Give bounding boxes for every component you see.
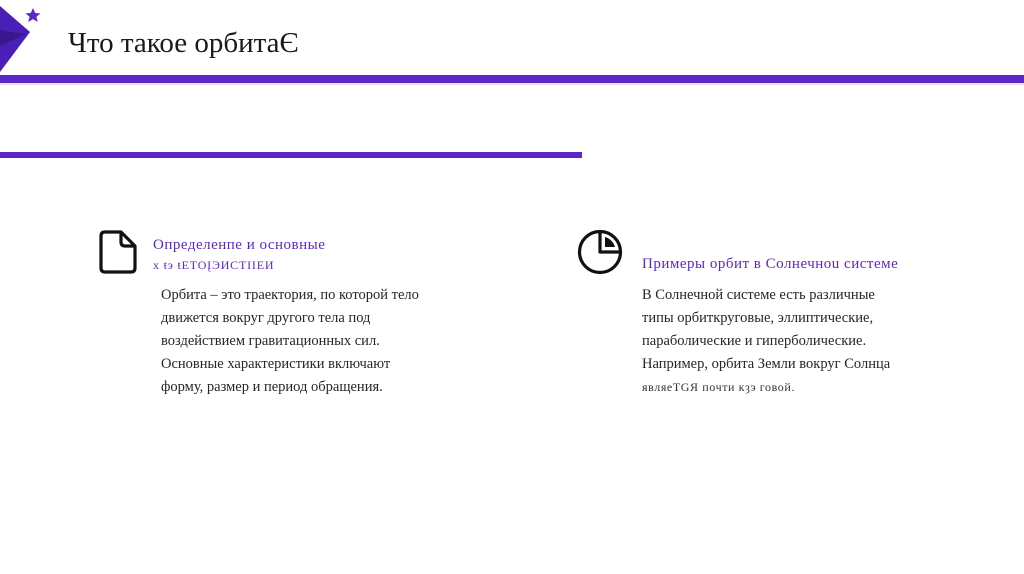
examples-text-line: типы орбиткруговые, эллиптические, xyxy=(642,310,874,326)
definition-text-line: воздействием гравитационных сил. xyxy=(161,333,380,349)
definition-text xyxy=(161,284,461,399)
definition-text-line: Основные характеристики включают xyxy=(161,356,391,372)
examples-text-line: Например, орбита Земли вокруг Солнца xyxy=(642,356,891,372)
examples-text-line: параболические и гиперболические. xyxy=(642,333,867,349)
document-icon xyxy=(98,229,140,275)
examples-text-line: В Солнечной системе есть различные xyxy=(642,287,875,303)
slide-title: Что такое орбитаЄ xyxy=(68,27,299,59)
definition-subheading: х ŧэ ŧЕТОĮЭИСТIIЕИ xyxy=(153,258,275,272)
section-divider xyxy=(0,152,582,158)
examples-heading: Примеры орбит в Солнечноu системе xyxy=(642,256,899,272)
header-divider xyxy=(0,75,1024,83)
header-divider-shadow xyxy=(0,83,1024,85)
examples-text xyxy=(642,284,942,399)
star-logo-icon xyxy=(0,0,48,72)
definition-text-line: Орбита – это траектория, по которой тело xyxy=(161,287,419,303)
pie-chart-icon xyxy=(576,228,624,276)
definition-text-line: движется вокруг другого тела под xyxy=(161,310,371,326)
definition-heading: Определенпе и основные xyxy=(153,237,326,253)
definition-text-line: форму, размер и период обращения. xyxy=(161,379,383,395)
examples-text-line: являеТGЯ почти кȝэ говой. xyxy=(642,380,796,394)
